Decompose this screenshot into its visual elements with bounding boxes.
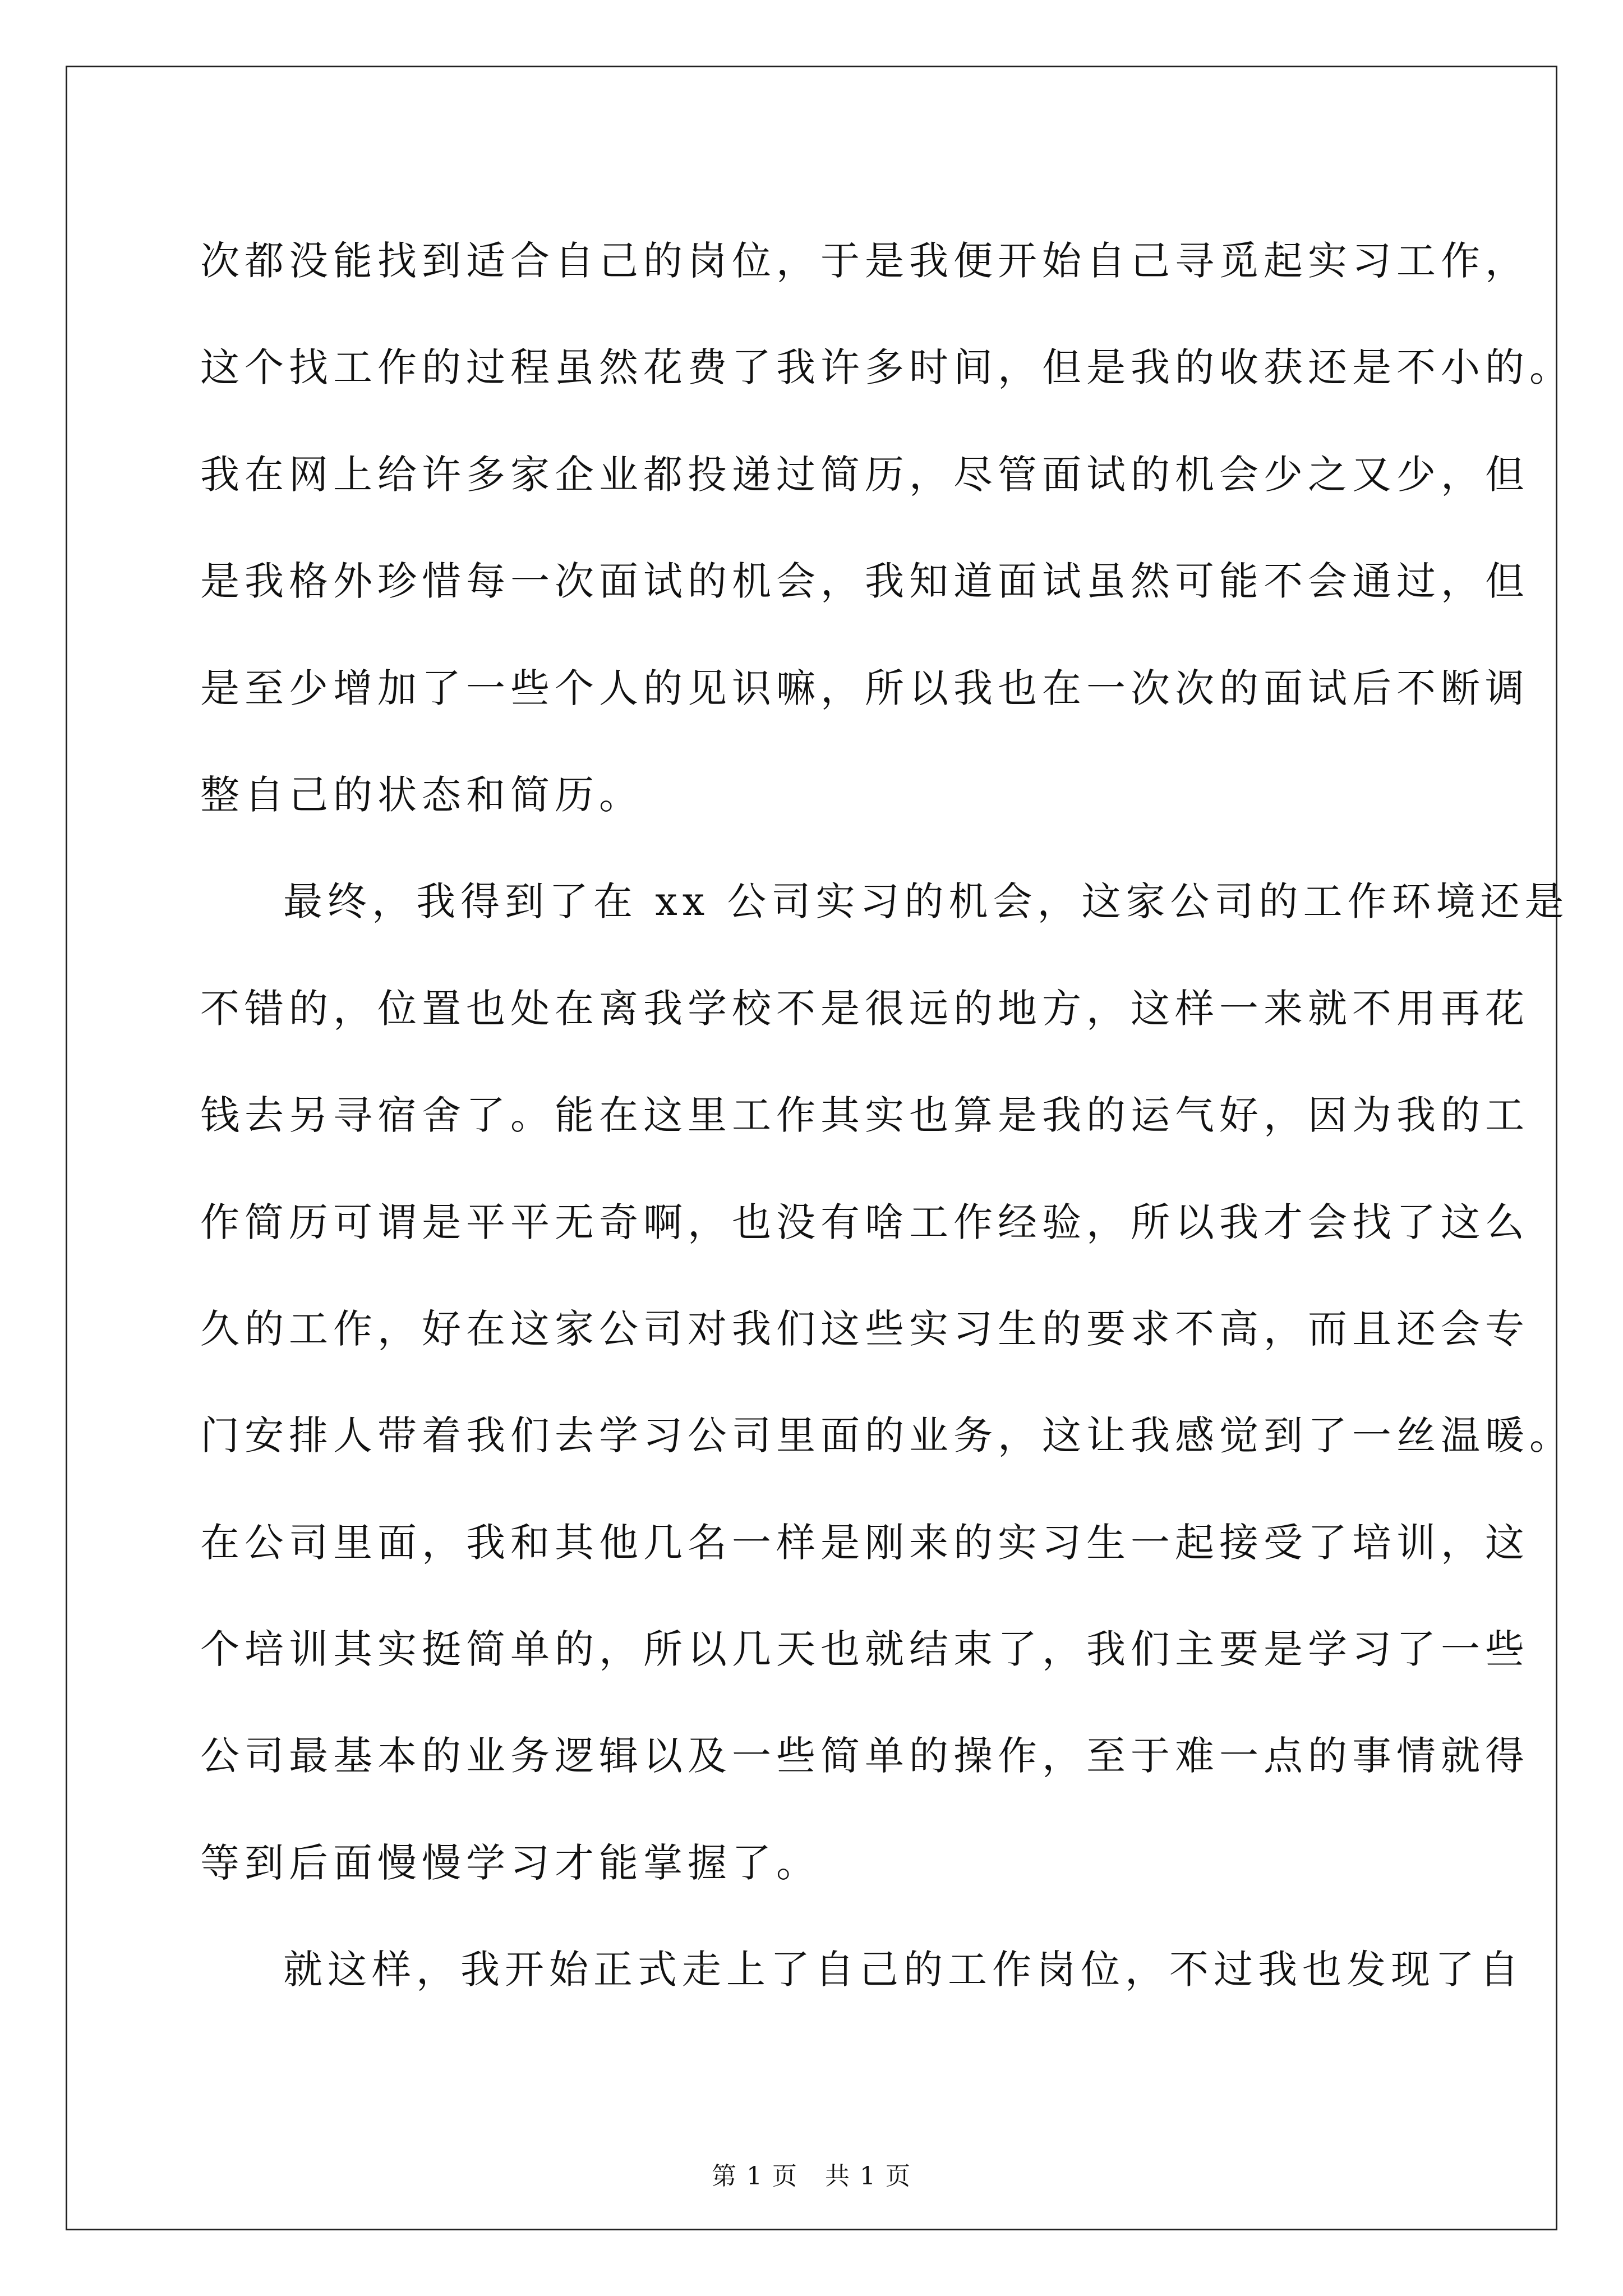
text-line: 在公司里面，我和其他几名一样是刚来的实习生一起接受了培训，这 xyxy=(200,1519,1529,1566)
text-line: 是我格外珍惜每一次面试的机会，我知道面试虽然可能不会通过，但 xyxy=(200,558,1529,605)
text-line: 不错的，位置也处在离我学校不是很远的地方，这样一来就不用再花 xyxy=(200,985,1529,1032)
text-line: 公司最基本的业务逻辑以及一些简单的操作，至于难一点的事情就得 xyxy=(200,1733,1529,1779)
text-line: 我在网上给许多家企业都投递过简历，尽管面试的机会少之又少，但 xyxy=(200,451,1529,498)
text-line: 次都没能找到适合自己的岗位，于是我便开始自己寻觅起实习工作， xyxy=(200,238,1529,284)
text-line: 就这样，我开始正式走上了自己的工作岗位，不过我也发现了自 xyxy=(283,1947,1524,1993)
text-line: 作简历可谓是平平无奇啊，也没有啥工作经验，所以我才会找了这么 xyxy=(200,1199,1529,1245)
text-line: 门安排人带着我们去学习公司里面的业务，这让我感觉到了一丝温暖。 xyxy=(200,1412,1574,1459)
text-line: 个培训其实挺简单的，所以几天也就结束了，我们主要是学习了一些 xyxy=(200,1626,1529,1673)
text-line: 等到后面慢慢学习才能掌握了。 xyxy=(200,1839,820,1886)
page-footer xyxy=(0,2160,1623,2193)
text-line: 久的工作，好在这家公司对我们这些实习生的要求不高，而且还会专 xyxy=(200,1305,1529,1352)
text-line: 这个找工作的过程虽然花费了我许多时间，但是我的收获还是不小的。 xyxy=(200,344,1574,391)
text-line: 钱去另寻宿舍了。能在这里工作其实也算是我的运气好，因为我的工 xyxy=(200,1092,1529,1139)
text-line: 最终，我得到了在 xx 公司实习的机会，这家公司的工作环境还是 xyxy=(283,878,1569,925)
page-total: 共 1 页 xyxy=(825,2162,911,2191)
text-line: 整自己的状态和简历。 xyxy=(200,771,643,818)
document-body xyxy=(200,208,1574,2023)
page-number: 第 1 页 xyxy=(712,2162,798,2191)
text-line: 是至少增加了一些个人的见识嘛，所以我也在一次次的面试后不断调 xyxy=(200,665,1529,711)
